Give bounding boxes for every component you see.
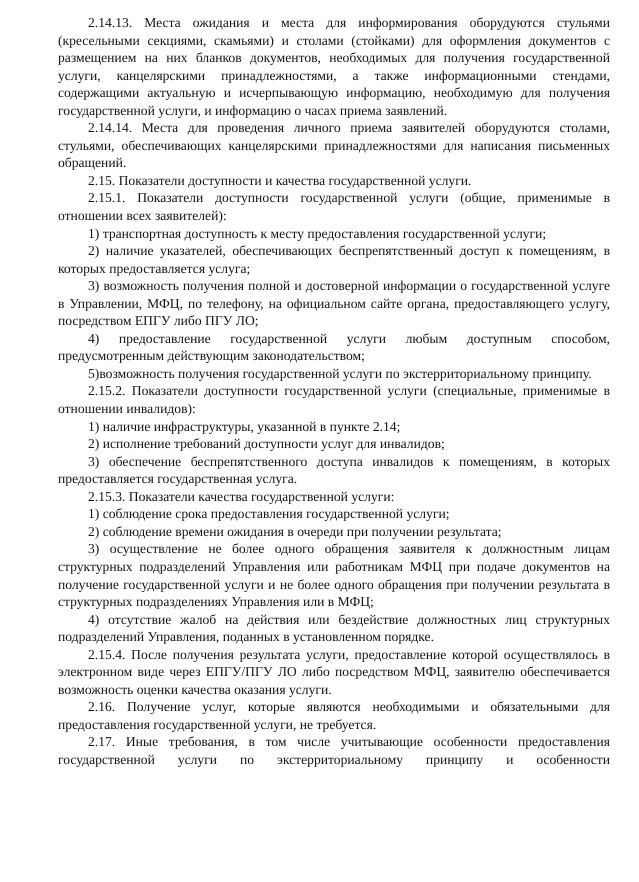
list-item-2-15-2-1: 1) наличие инфраструктуры, указанной в пункте 2.14; bbox=[88, 418, 401, 434]
paragraph-2-14-13: 2.14.13. Места ожидания и места для информирования оборудуются стульями (кресельными секциями, скамьями) и столами (стойками) для оформления документов с размещением на них бланков документов, необходимых для получения государственной услуги, канцелярскими принадлежностями, а также информационными стендами, содержащими актуальную и исчерпывающую информацию, необходимую для получения государственной услуги, и информацию о часах приема заявлений. bbox=[58, 15, 610, 118]
paragraph-2-15-1: 2.15.1. Показатели доступности государственной услуги (общие, применимые в отношении всех заявителей): bbox=[58, 190, 610, 224]
list-item-2-15-2-3: 3) обеспечение беспрепятственного доступа инвалидов к помещениям, в которых предоставляется государственная услуга. bbox=[58, 453, 610, 487]
list-item-2-15-1-3: 3) возможность получения полной и достоверной информации о государственной услуге в Управлении, МФЦ, по телефону, на официальном сайте органа, предоставляющего услугу, посредством ЕПГУ либо ПГУ ЛО; bbox=[58, 278, 610, 329]
list-item-2-15-3-4: 4) отсутствие жалоб на действия или бездействие должностных лиц структурных подразделений Управления, поданных в установленном порядке. bbox=[58, 611, 610, 645]
list-item-2-15-1-5: 5)возможность получения государственной услуги по экстерриториальному принципу. bbox=[88, 365, 592, 381]
paragraph-2-15-3: 2.15.3. Показатели качества государственной услуги: bbox=[88, 488, 395, 504]
paragraph-2-17: 2.17. Иные требования, в том числе учитывающие особенности предоставления государственной услуги по экстерриториальному принципу и особенности bbox=[58, 734, 610, 767]
paragraph-2-15-4: 2.15.4. После получения результата услуги, предоставление которой осуществлялось в электронном виде через ЕПГУ/ПГУ ЛО либо посредством МФЦ, заявителю обеспечивается возможность оценки качества оказания услуги. bbox=[58, 646, 610, 697]
list-item-2-15-3-3: 3) осуществление не более одного обращения заявителя к должностным лицам структурных подразделений Управления или работникам МФЦ при подаче документов на получение государственной услуги и не более одного обращения при получении результата в структурных подразделениях Управления или в МФЦ; bbox=[58, 541, 610, 610]
list-item-2-15-1-2: 2) наличие указателей, обеспечивающих беспрепятственный доступ к помещениям, в которых предоставляется услуга; bbox=[58, 243, 610, 276]
paragraph-2-14-14: 2.14.14. Места для проведения личного приема заявителей оборудуются столами, стульями, обеспечивающих канцелярскими принадлежностями для написания письменных обращений. bbox=[58, 120, 610, 171]
list-item-2-15-2-2: 2) исполнение требований доступности услуг для инвалидов; bbox=[88, 436, 445, 452]
list-item-2-15-1-4: 4) предоставление государственной услуги любым доступным способом, предусмотренным действующим законодательством; bbox=[58, 330, 610, 364]
document-page bbox=[58, 14, 610, 769]
paragraph-2-16: 2.16. Получение услуг, которые являются необходимыми и обязательными для предоставления государственной услуги, не требуется. bbox=[58, 699, 610, 732]
paragraph-2-15-2: 2.15.2. Показатели доступности государственной услуги (специальные, применимые в отношении инвалидов): bbox=[58, 383, 610, 417]
list-item-2-15-3-1: 1) соблюдение срока предоставления государственной услуги; bbox=[88, 506, 450, 522]
list-item-2-15-1-1: 1) транспортная доступность к месту предоставления государственной услуги; bbox=[88, 225, 547, 241]
list-item-2-15-3-2: 2) соблюдение времени ожидания в очереди при получении результата; bbox=[88, 523, 502, 539]
paragraph-2-15: 2.15. Показатели доступности и качества государственной услуги. bbox=[88, 172, 472, 188]
